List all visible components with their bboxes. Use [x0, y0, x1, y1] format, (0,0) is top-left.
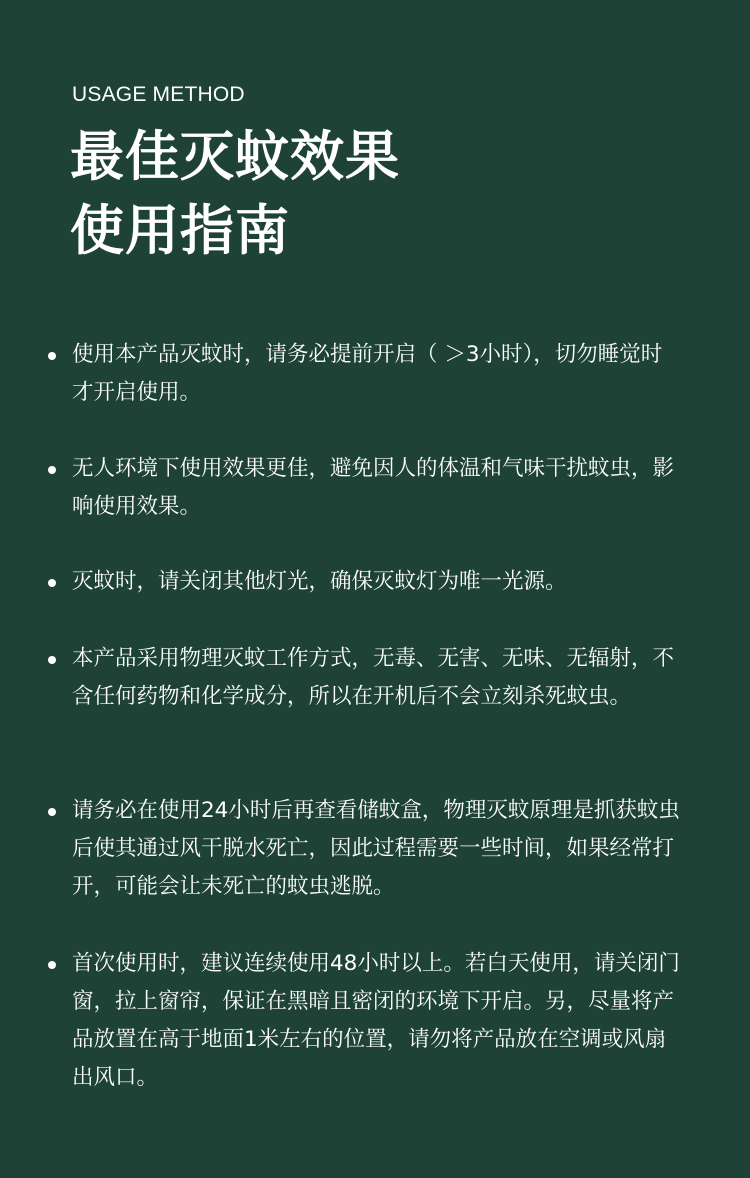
bullet-icon [48, 808, 56, 816]
bullet-icon [48, 579, 56, 587]
instruction-text: 首次使用时，建议连续使用48小时以上。若白天使用，请关闭门窗，拉上窗帘，保证在黑暗且密闭的环境下开启。另，尽量将产品放置在高于地面1米左右的位置，请勿将产品放在空调或风扇出风口。 [72, 951, 680, 1090]
bullet-icon [48, 656, 56, 664]
bullet-icon [48, 961, 56, 969]
instruction-text: 使用本产品灭蚊时，请务必提前开启（ ＞3小时），切勿睡觉时才开启使用。 [72, 342, 663, 405]
instruction-text: 灭蚊时，请关闭其他灯光，确保灭蚊灯为唯一光源。 [72, 569, 567, 594]
bullet-icon [48, 466, 56, 474]
section-subtitle: USAGE METHOD [72, 83, 245, 106]
page-title [70, 120, 400, 268]
instruction-text: 本产品采用物理灭蚊工作方式，无毒、无害、无味、无辐射，不含任何药物和化学成分，所以在开机后不会立刻杀死蚊虫。 [72, 646, 675, 709]
instruction-text: 无人环境下使用效果更佳，避免因人的体温和气味干扰蚊虫，影响使用效果。 [72, 456, 675, 519]
bullet-icon [48, 352, 56, 360]
page-title-line-2: 使用指南 [70, 199, 290, 262]
instruction-text: 请务必在使用24小时后再查看储蚊盒，物理灭蚊原理是抓获蚊虫后使其通过风干脱水死亡，因此过程需要一些时间，如果经常打开，可能会让未死亡的蚊虫逃脱。 [72, 798, 680, 899]
page-title-line-1: 最佳灭蚊效果 [70, 125, 400, 188]
